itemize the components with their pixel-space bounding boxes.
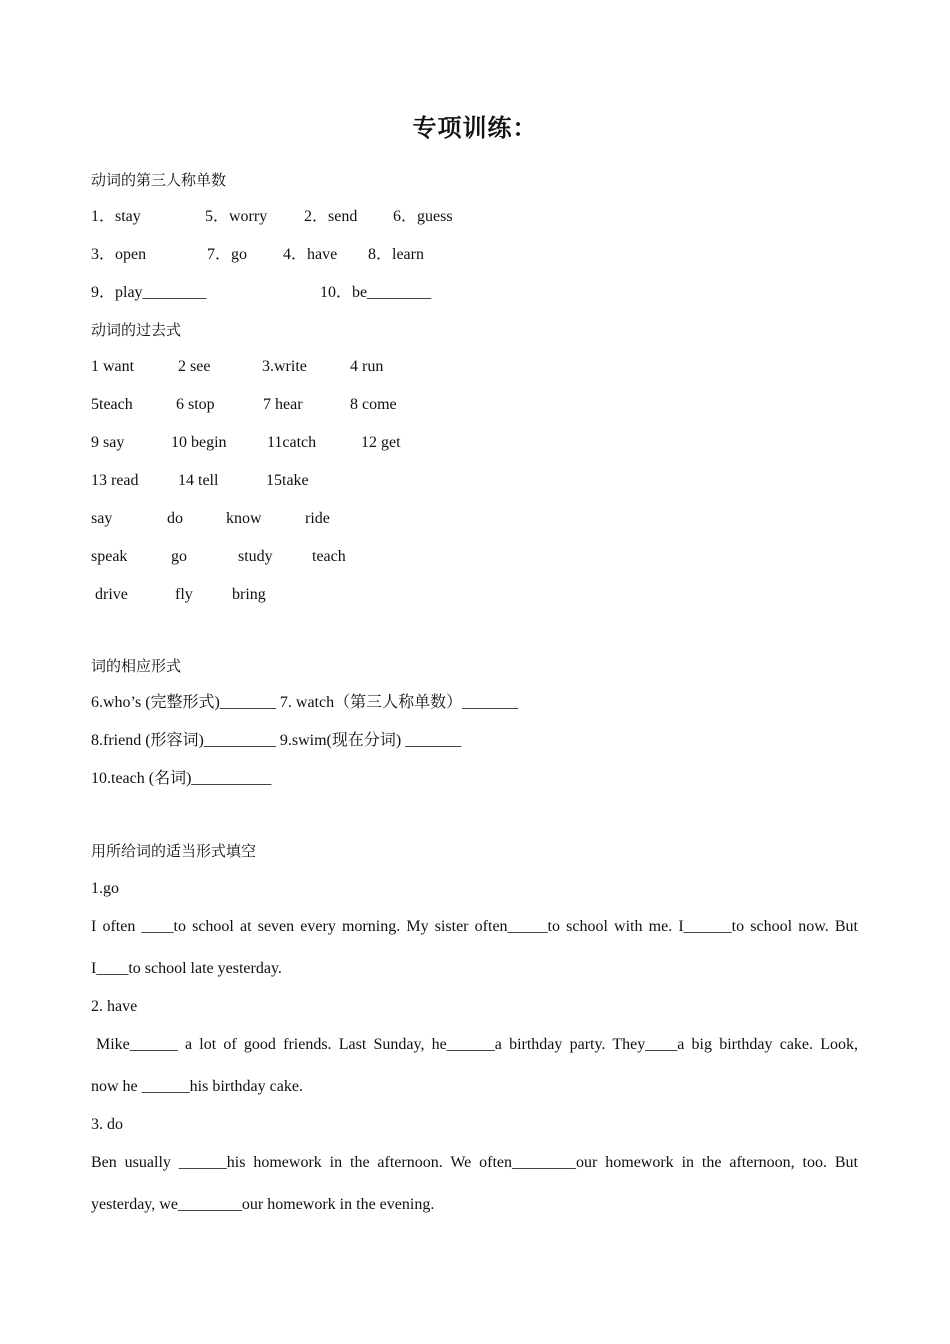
given-word: 2. have [91,998,138,1015]
verb-item: 4．have [283,246,338,263]
exercise-sentence: now he ______his birthday cake. [91,1078,303,1095]
section-heading-third-person: 动词的第三人称单数 [91,171,227,189]
given-word: 1.go [91,880,119,897]
verb-item: 3．open [91,246,147,263]
verb-item: 6．guess [393,208,453,225]
verb-item: 6 stop [176,396,215,413]
verb-item: 9．play________ [91,284,207,301]
verb-item: 7．go [207,246,248,263]
verb-item: 15take [266,472,309,489]
exercise-sentence: I often ____to school at seven every morning. My sister often_____to school with me. I______to school now. But [91,918,858,935]
verb-item: 11catch [267,434,317,451]
section-heading-fill-blanks: 用所给词的适当形式填空 [91,842,257,860]
verb-item: 10 begin [171,434,227,451]
verb-item: 9 say [91,434,125,451]
section-heading-past-tense: 动词的过去式 [91,321,182,339]
verb-item: do [167,510,183,527]
exercise-sentence: Ben usually ______his homework in the afternoon. We often________our homework in the afternoon, too. But [91,1154,858,1171]
verb-item: 8 come [350,396,397,413]
verb-item: drive [95,586,128,603]
word-form-line: 10.teach (名词)__________ [91,770,272,787]
given-word: 3. do [91,1116,123,1133]
word-form-line: 8.friend (形容词)_________ 9.swim(现在分词) _______ [91,732,462,749]
verb-item: 2．send [304,208,358,225]
verb-item: 8．learn [368,246,424,263]
verb-item: fly [175,586,193,603]
exercise-sentence: yesterday, we________our homework in the evening. [91,1196,435,1213]
page-title: 专项训练： [412,114,538,142]
verb-item: ride [305,510,330,527]
verb-item: study [238,548,273,565]
section-heading-word-forms: 词的相应形式 [91,657,182,675]
verb-item: 1 want [91,358,135,375]
verb-item: 1．stay [91,208,141,225]
verb-item: say [91,510,113,527]
verb-item: 13 read [91,472,139,489]
verb-item: 4 run [350,358,384,375]
exercise-sentence: I____to school late yesterday. [91,960,282,977]
verb-item: 3.write [262,358,307,375]
verb-item: teach [312,548,346,565]
verb-item: 5．worry [205,208,268,225]
verb-item: bring [232,586,266,603]
verb-item: know [226,510,262,527]
verb-item: 12 get [361,434,401,451]
verb-item: 5teach [91,396,133,413]
word-form-line: 6.who’s (完整形式)_______ 7. watch（第三人称单数）_______ [91,694,519,711]
exercise-sentence: Mike______ a lot of good friends. Last Sunday, he______a birthday party. They____a big birthday cake. Look, [96,1036,858,1053]
verb-item: 2 see [178,358,211,375]
verb-item: go [171,548,187,565]
verb-item: 10．be________ [320,284,432,301]
verb-item: speak [91,548,128,565]
verb-item: 14 tell [178,472,219,489]
verb-item: 7 hear [263,396,303,413]
